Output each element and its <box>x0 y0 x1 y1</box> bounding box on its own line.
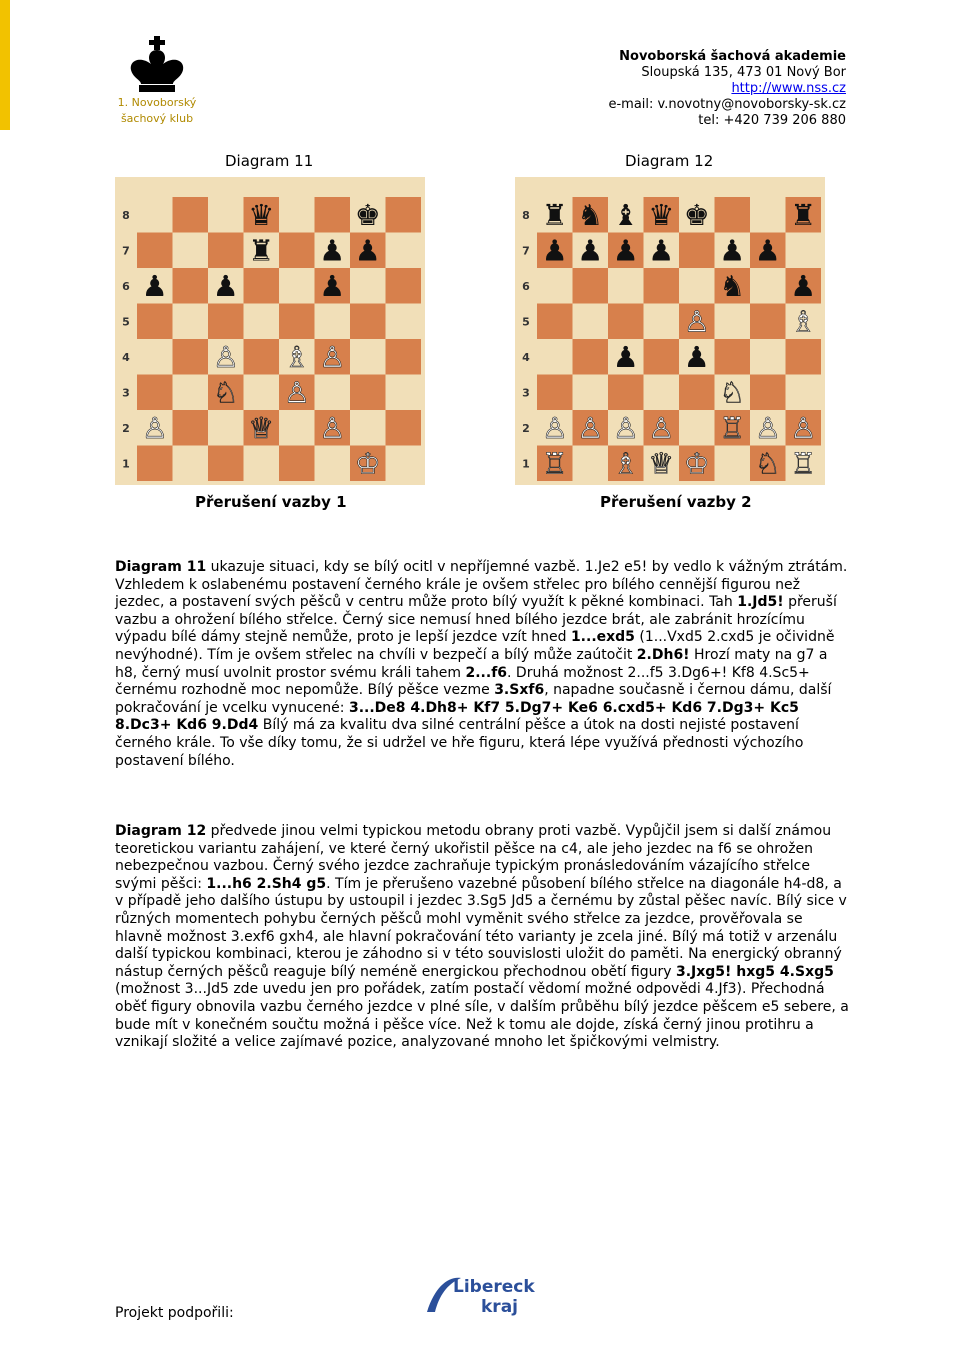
white-rook-icon: ♖ <box>541 446 568 481</box>
black-pawn-icon: ♟ <box>212 268 239 303</box>
board-square <box>137 339 173 375</box>
board-square <box>750 304 786 340</box>
board-square <box>386 197 422 233</box>
black-queen-icon: ♛ <box>248 197 275 232</box>
board-square <box>279 410 315 446</box>
board-square <box>750 197 786 233</box>
board-square <box>137 375 173 411</box>
board-square <box>173 197 209 233</box>
board-square <box>386 233 422 269</box>
board-square <box>679 410 715 446</box>
black-pawn-icon: ♟ <box>683 339 710 374</box>
board-square <box>750 268 786 304</box>
black-pawn-icon: ♟ <box>612 233 639 268</box>
board-square <box>244 268 280 304</box>
club-logo <box>112 36 202 126</box>
board-square <box>173 446 209 482</box>
black-pawn-icon: ♟ <box>319 268 346 303</box>
board-square <box>137 233 173 269</box>
club-name-line1: 1. Novoborský <box>117 96 197 109</box>
board-square <box>137 197 173 233</box>
board-square <box>173 339 209 375</box>
org-name: Novoborská šachová akademie <box>619 49 846 64</box>
board-square <box>573 375 609 411</box>
rank-label: 5 <box>122 315 130 329</box>
black-pawn-icon: ♟ <box>754 233 781 268</box>
black-knight-icon: ♞ <box>719 268 746 303</box>
black-pawn-icon: ♟ <box>541 233 568 268</box>
board-square <box>279 233 315 269</box>
phone: tel: +420 739 206 880 <box>698 113 846 128</box>
black-bishop-icon: ♝ <box>612 197 639 232</box>
board-square <box>644 339 680 375</box>
board-square <box>715 197 751 233</box>
accent-bar <box>0 0 10 130</box>
white-pawn-icon: ♙ <box>319 339 346 374</box>
board-square <box>537 375 573 411</box>
rank-label: 3 <box>122 386 130 400</box>
white-pawn-icon: ♙ <box>541 410 568 445</box>
board-square <box>386 339 422 375</box>
board-square <box>173 375 209 411</box>
board-square <box>644 268 680 304</box>
board-square <box>315 304 351 340</box>
white-knight-icon: ♘ <box>212 375 239 410</box>
rank-label: 7 <box>122 244 130 258</box>
diagram-11-caption: Přerušení vazby 1 <box>195 493 347 511</box>
chess-board-12 <box>515 177 825 485</box>
board-square <box>350 339 386 375</box>
white-king-icon: ♔ <box>683 446 710 481</box>
board-square <box>573 304 609 340</box>
black-rook-icon: ♜ <box>541 197 568 232</box>
board-square <box>386 410 422 446</box>
board-square <box>137 304 173 340</box>
rank-label: 1 <box>122 457 130 471</box>
white-pawn-icon: ♙ <box>790 410 817 445</box>
white-pawn-icon: ♙ <box>283 375 310 410</box>
board-square <box>173 233 209 269</box>
board-square <box>644 375 680 411</box>
board-square <box>244 446 280 482</box>
rank-label: 6 <box>522 279 530 293</box>
board-square <box>608 304 644 340</box>
rank-label: 8 <box>522 208 530 222</box>
white-rook-icon: ♖ <box>719 410 746 445</box>
board-square <box>715 304 751 340</box>
board-square <box>386 375 422 411</box>
rank-label: 4 <box>522 350 530 364</box>
white-bishop-icon: ♗ <box>790 304 817 339</box>
address: Sloupská 135, 473 01 Nový Bor <box>641 65 846 80</box>
board-square <box>350 304 386 340</box>
board-square <box>173 304 209 340</box>
rank-label: 7 <box>522 244 530 258</box>
board-square <box>750 375 786 411</box>
board-square <box>315 446 351 482</box>
white-pawn-icon: ♙ <box>648 410 675 445</box>
rank-label: 2 <box>122 421 130 435</box>
logo-line2: kraj <box>481 1297 518 1316</box>
board-square <box>644 304 680 340</box>
board-square <box>715 446 751 482</box>
black-pawn-icon: ♟ <box>141 268 168 303</box>
black-rook-icon: ♜ <box>248 233 275 268</box>
board-square <box>679 375 715 411</box>
paragraph-diagram-11: Diagram 11 ukazuje situaci, kdy se bílý ocitl v nepříjemné vazbě. 1.Je2 e5! by vedlo k vážným ztrátám. Vzhledem k oslabenému postavení černého krále je ovšem střelec pro bílého cennější figurou než jezdec, a postavení svých pěšců v centru může proto bílý využít k pěkné kombinaci. Tah 1.Jd5! přeruší vazbu a ohrožení bílého střelce. Černý sice nemusí hned bílého jezdce brát, ale zabránit hrozícímu výpadu bílé dámy stejně nemůže, proto je lepší jezdce vzít hned 1...exd5 (1...Vxd5 2.cxd5 je očividně nevýhodné). Tím je ovšem střelec na chvíli v bezpečí a bílý může zaútočit 2.Dh6! Hrozí maty na g7 a h8, černý musí uvolnit prostor svému králi tahem 2...f6. Druhá možnost 2...f5 3.Dg6+! Kf8 4.Sc5+ černému rozhodně moc nepomůže. Bílý pěšce vezme 3.Sxf6, napadne současně i černou dámu, další pokračování je vcelku vynucené: 3...De8 4.Dh8+ Kf7 5.Dg7+ Ke6 6.cxd5+ Kd6 7.Dg3+ Kc5 8.Dc3+ Kd6 9.Dd4 Bílý má za kvalitu dva silné centrální pěšce a útok na dosti nejisté postavení černého krále. To vše díky tomu, že si udržel ve hře figuru, která lépe využívá přednosti výchozího postavení bílého. <box>115 559 848 769</box>
board-square <box>350 375 386 411</box>
rank-label: 5 <box>522 315 530 329</box>
rank-label: 3 <box>522 386 530 400</box>
liberecky-kraj-logo <box>425 1272 535 1316</box>
black-rook-icon: ♜ <box>790 197 817 232</box>
board-square <box>350 410 386 446</box>
board-square <box>244 375 280 411</box>
board-square <box>279 446 315 482</box>
board-square <box>208 446 244 482</box>
white-queen-icon: ♕ <box>248 410 275 445</box>
black-king-icon: ♚ <box>683 197 710 232</box>
board-square <box>537 339 573 375</box>
board-square <box>173 410 209 446</box>
rank-label: 8 <box>122 208 130 222</box>
black-pawn-icon: ♟ <box>577 233 604 268</box>
king-icon <box>127 36 187 94</box>
email[interactable]: e-mail: v.novotny@novoborsky-sk.cz <box>608 97 846 112</box>
board-square <box>750 339 786 375</box>
white-pawn-icon: ♙ <box>141 410 168 445</box>
board-square <box>715 339 751 375</box>
board-square <box>786 233 822 269</box>
board-square <box>244 339 280 375</box>
board-square <box>679 233 715 269</box>
white-queen-icon: ♕ <box>648 446 675 481</box>
contact-block <box>608 49 846 129</box>
club-name-line2: šachový klub <box>120 112 194 125</box>
white-rook-icon: ♖ <box>790 446 817 481</box>
rank-label: 6 <box>122 279 130 293</box>
black-pawn-icon: ♟ <box>648 233 675 268</box>
board-square <box>573 339 609 375</box>
board-square <box>608 375 644 411</box>
chess-board-11 <box>115 177 425 485</box>
white-pawn-icon: ♙ <box>683 304 710 339</box>
diagram-11-title: Diagram 11 <box>225 152 314 170</box>
board-square <box>537 304 573 340</box>
board-square <box>386 304 422 340</box>
board-square <box>786 375 822 411</box>
logo-line1: Libereck <box>453 1277 535 1297</box>
board-square <box>173 268 209 304</box>
white-knight-icon: ♘ <box>719 375 746 410</box>
board-square <box>350 268 386 304</box>
black-pawn-icon: ♟ <box>354 233 381 268</box>
board-square <box>573 446 609 482</box>
black-pawn-icon: ♟ <box>719 233 746 268</box>
black-pawn-icon: ♟ <box>790 268 817 303</box>
board-square <box>679 268 715 304</box>
white-pawn-icon: ♙ <box>212 339 239 374</box>
web-link[interactable]: http://www.nss.cz <box>731 81 846 96</box>
board-square <box>315 375 351 411</box>
board-square <box>208 410 244 446</box>
footer-label: Projekt podpořili: <box>115 1305 234 1321</box>
board-square <box>786 339 822 375</box>
rank-label: 4 <box>122 350 130 364</box>
rank-label: 1 <box>522 457 530 471</box>
board-square <box>137 446 173 482</box>
board-square <box>279 304 315 340</box>
black-pawn-icon: ♟ <box>612 339 639 374</box>
board-square <box>386 268 422 304</box>
board-square <box>208 197 244 233</box>
board-square <box>208 304 244 340</box>
board-square <box>208 233 244 269</box>
board-square <box>573 268 609 304</box>
white-pawn-icon: ♙ <box>577 410 604 445</box>
white-pawn-icon: ♙ <box>319 410 346 445</box>
white-pawn-icon: ♙ <box>754 410 781 445</box>
rank-label: 2 <box>522 421 530 435</box>
black-knight-icon: ♞ <box>577 197 604 232</box>
black-pawn-icon: ♟ <box>319 233 346 268</box>
board-square <box>279 197 315 233</box>
board-square <box>244 304 280 340</box>
paragraph-diagram-12: Diagram 12 předvede jinou velmi typickou metodu obrany proti vazbě. Vypůjčil jsem si další známou teoretickou variantu zahájení, ve které černý ukořistil pěšce na c4, ale jeho jezdec na f6 se ohrožen nebezpečnou vazbou. Černý svého jezdce zachraňuje typickým pronásledováním vázajícího střelce svými pěšci: 1...h6 2.Sh4 g5. Tím je přerušeno vazebné působení bílého střelce na diagonále h4-d8, a v případě jeho dalšího ústupu by ustoupil i jezdec 3.Sg5 Jd5 a černému by zůstal pěšec navíc. Bílý sice v různých momentech pohybu černých pěšců mohl vyměnit svého střelce za jezdce, prověřovala se hlavně možnost 3.exf6 gxh4, ale hlavní pokračování této varianty je zcela jiné. Bílý má totiž v arzenálu další typickou kombinaci, kterou je záhodno si v této souvislosti uložit do paměti. Na energický obranný nástup černých pěšců reaguje bílý neméně energickou přechodnou obětí figury 3.Jxg5! hxg5 4.Sxg5 (možnost 3...Jd5 zde uvedu jen pro pořádek, zatím postačí vědomí možné odpovědi 4.Jf3). Přechodná oběť figury obnovila vazbu černého jezdce v plné síle, v dalším průběhu bílý jezdce pěšcem e5 sebere, a bude mít v konečném součtu možná i pěšce více. Než k tomu ale dojde, získá černý jinou protihru a vznikají složité a velice zajímavé pozice, analyzované mnoho let špičkovými velmistry. <box>115 823 849 1051</box>
white-bishop-icon: ♗ <box>283 339 310 374</box>
board-square <box>386 446 422 482</box>
white-pawn-icon: ♙ <box>612 410 639 445</box>
white-king-icon: ♔ <box>354 446 381 481</box>
black-queen-icon: ♛ <box>648 197 675 232</box>
black-king-icon: ♚ <box>354 197 381 232</box>
white-knight-icon: ♘ <box>754 446 781 481</box>
board-square <box>537 268 573 304</box>
board-square <box>315 197 351 233</box>
diagram-12-title: Diagram 12 <box>625 152 714 170</box>
board-square <box>608 268 644 304</box>
diagram-12-caption: Přerušení vazby 2 <box>600 493 752 511</box>
board-square <box>279 268 315 304</box>
white-bishop-icon: ♗ <box>612 446 639 481</box>
